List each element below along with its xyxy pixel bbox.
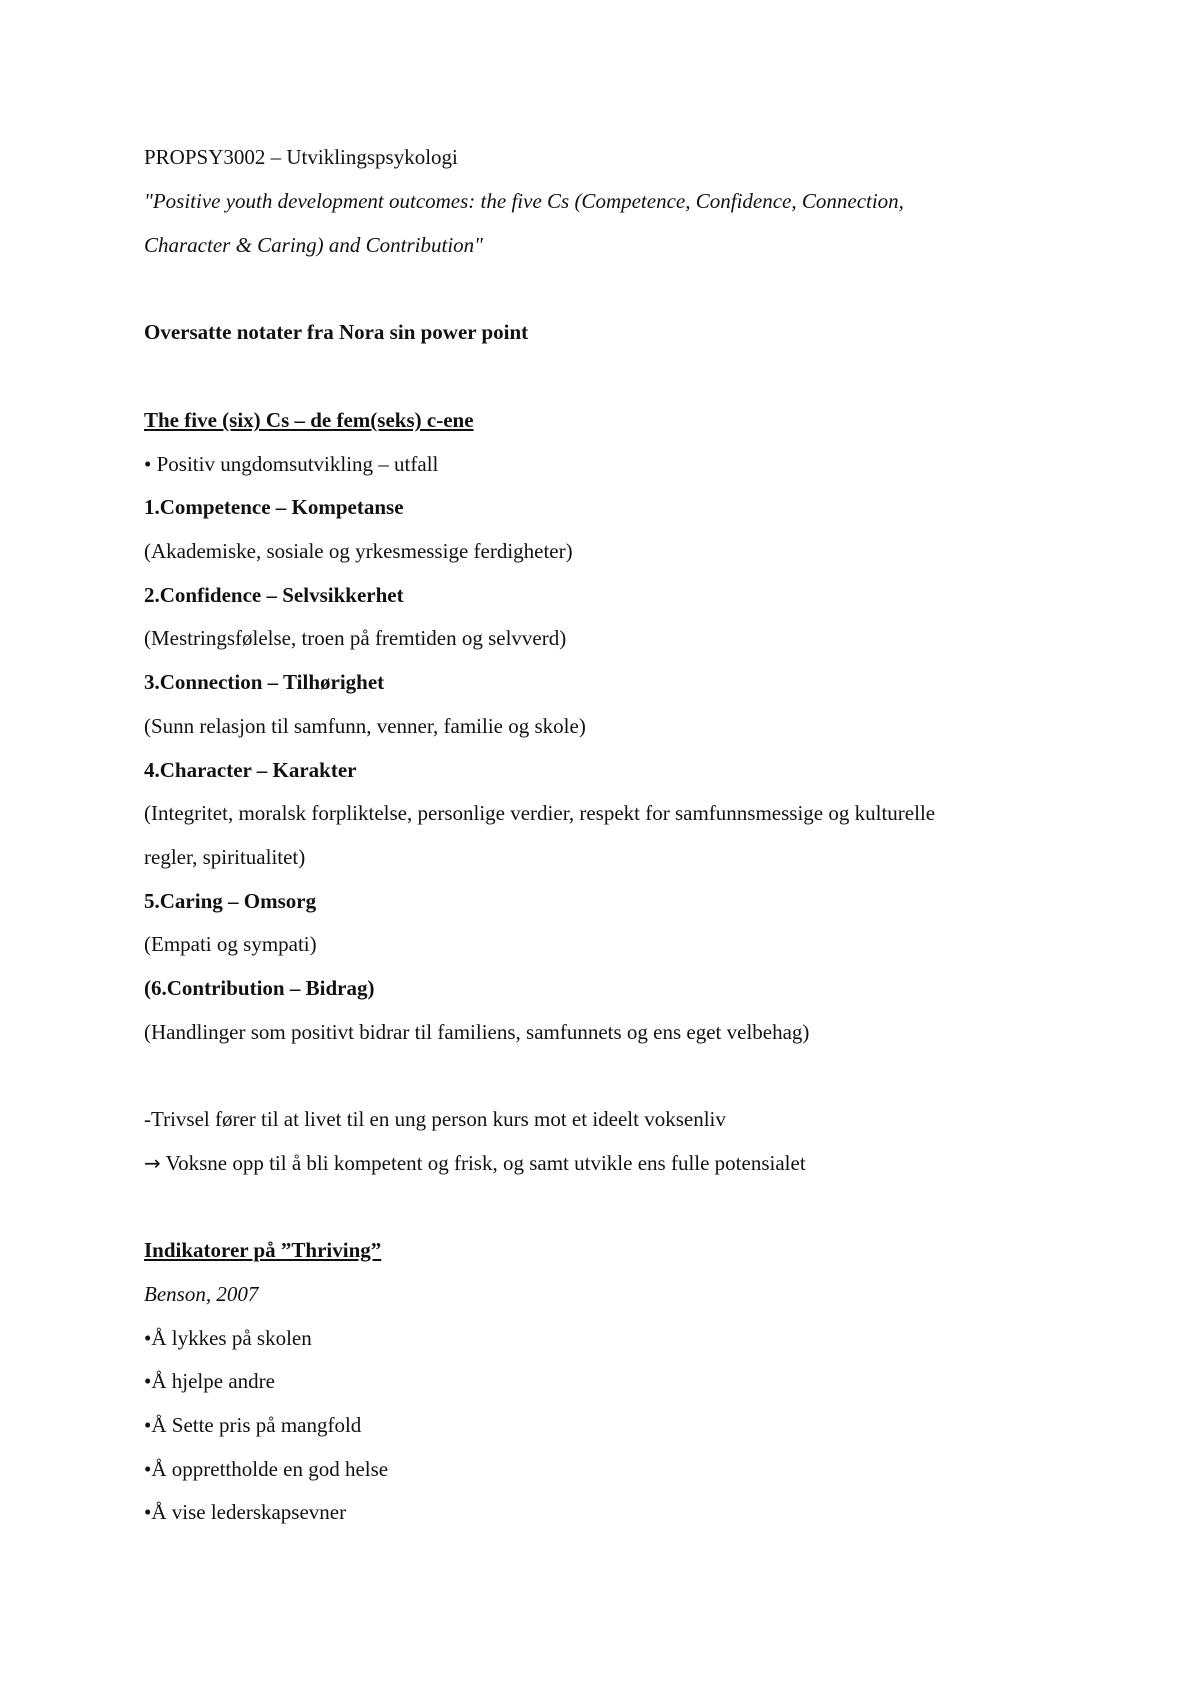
- thriving-indicator-item: •Å Sette pris på mangfold: [144, 1413, 362, 1437]
- arrow-note-text: Voksne opp til å bli kompetent og frisk, og samt utvikle ens fulle potensialet: [160, 1151, 806, 1175]
- item-desc-connection: (Sunn relasjon til samfunn, venner, familie og skole): [144, 714, 586, 738]
- course-title: PROPSY3002 – Utviklingspsykologi: [144, 145, 458, 169]
- item-desc-character-line2: regler, spiritualitet): [144, 845, 306, 869]
- thriving-note: -Trivsel fører til at livet til en ung person kurs mot et ideelt voksenliv: [144, 1107, 726, 1131]
- item-desc-character-line1: (Integritet, moralsk forpliktelse, personlige verdier, respekt for samfunnsmessige og kulturelle: [144, 801, 936, 825]
- intro-bullet: • Positiv ungdomsutvikling – utfall: [144, 452, 439, 476]
- right-arrow-icon: →: [144, 1151, 161, 1175]
- item-desc-contribution: (Handlinger som positivt bidrar til familiens, samfunnets og ens eget velbehag): [144, 1020, 810, 1044]
- item-label-competence: 1.Competence – Kompetanse: [144, 495, 404, 519]
- thriving-indicator-item: •Å vise lederskapsevner: [144, 1500, 347, 1524]
- thriving-indicator-item: •Å hjelpe andre: [144, 1369, 275, 1393]
- item-desc-caring: (Empati og sympati): [144, 932, 317, 956]
- item-label-character: 4.Character – Karakter: [144, 758, 357, 782]
- item-desc-competence: (Akademiske, sosiale og yrkesmessige ferdigheter): [144, 539, 573, 563]
- topic-line-2: Character & Caring) and Contribution": [144, 233, 484, 257]
- item-label-confidence: 2.Confidence – Selvsikkerhet: [144, 583, 404, 607]
- thriving-indicator-item: •Å opprettholde en god helse: [144, 1457, 389, 1481]
- thriving-indicator-item: •Å lykkes på skolen: [144, 1326, 312, 1350]
- section-heading-thriving: Indikatorer på ”Thriving”: [144, 1238, 382, 1262]
- item-label-connection: 3.Connection – Tilhørighet: [144, 670, 385, 694]
- item-label-contribution: (6.Contribution – Bidrag): [144, 976, 375, 1000]
- item-label-caring: 5.Caring – Omsorg: [144, 889, 317, 913]
- section-heading-five-cs: The five (six) Cs – de fem(seks) c-ene: [144, 408, 474, 432]
- source-citation: Benson, 2007: [144, 1282, 259, 1306]
- item-desc-confidence: (Mestringsfølelse, troen på fremtiden og selvverd): [144, 626, 567, 650]
- topic-line-1: "Positive youth development outcomes: the five Cs (Competence, Confidence, Connection,: [144, 189, 904, 213]
- arrow-note-line: [144, 1150, 806, 1176]
- notes-heading: Oversatte notater fra Nora sin power point: [144, 320, 529, 344]
